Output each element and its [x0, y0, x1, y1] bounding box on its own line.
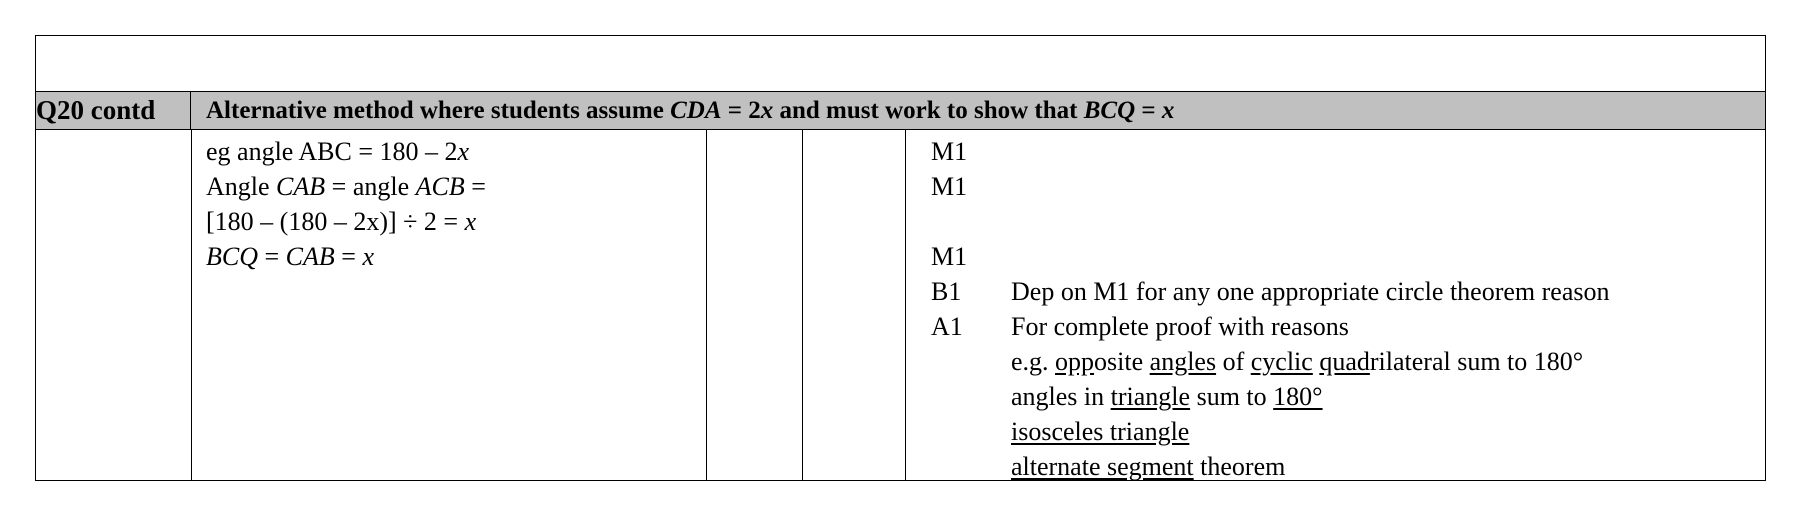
- method-title-part: = 2: [721, 97, 761, 124]
- working-part: x: [464, 207, 477, 236]
- working-part: ACB: [415, 172, 465, 201]
- method-title: [206, 92, 1174, 129]
- working-line: [206, 134, 486, 169]
- guidance-column: [1011, 134, 1609, 484]
- working-part: CAB: [285, 242, 335, 271]
- guidance-line: [1011, 379, 1609, 414]
- guidance-part: rilateral sum to 180°: [1369, 347, 1584, 376]
- method-title-part: and must work to show that: [773, 97, 1084, 124]
- mark-code: B1: [931, 277, 962, 306]
- working-column: [206, 134, 486, 274]
- guidance-line: [1011, 134, 1609, 169]
- column-divider-1: [191, 130, 192, 480]
- working-line: [206, 239, 486, 274]
- column-divider-3: [802, 130, 803, 480]
- method-title-part: x: [1161, 97, 1175, 124]
- working-part: =: [464, 172, 486, 201]
- guidance-part: quad: [1319, 347, 1370, 376]
- guidance-line: [1011, 169, 1609, 204]
- working-part: = angle: [325, 172, 416, 201]
- mark-code: M1: [931, 172, 968, 201]
- empty-top-row: [36, 36, 1765, 92]
- guidance-part: cyclic: [1250, 347, 1313, 376]
- guidance-part: isosceles triangle: [1011, 417, 1190, 446]
- method-title-part: CDA: [670, 97, 722, 124]
- column-divider-2: [706, 130, 707, 480]
- guidance-part: opp: [1055, 347, 1095, 376]
- working-part: Angle: [206, 172, 277, 201]
- working-part: [180 – (180 – 2x)] ÷ 2 =: [206, 207, 465, 236]
- working-line: [206, 169, 486, 204]
- guidance-line: [1011, 204, 1609, 239]
- mark-scheme-table: [35, 35, 1766, 481]
- guidance-line: [1011, 414, 1609, 449]
- working-part: x: [457, 137, 470, 166]
- guidance-part: of: [1216, 347, 1251, 376]
- question-label: Q20 contd: [36, 92, 191, 129]
- working-part: x: [362, 242, 374, 271]
- guidance-part: 180°: [1273, 382, 1323, 411]
- guidance-part: osite: [1094, 347, 1150, 376]
- column-divider-4: [905, 130, 906, 480]
- working-part: eg angle ABC = 180 – 2: [206, 137, 458, 166]
- guidance-part: e.g.: [1011, 347, 1056, 376]
- working-part: =: [258, 242, 286, 271]
- guidance-line: [1011, 449, 1609, 484]
- mark-code: [931, 204, 991, 239]
- guidance-part: alternate segment: [1011, 452, 1194, 481]
- guidance-part: angles: [1149, 347, 1217, 376]
- guidance-part: sum to: [1190, 382, 1274, 411]
- method-title-part: Alternative method where students assume: [206, 97, 671, 124]
- guidance-line: [1011, 309, 1609, 344]
- working-line: [206, 204, 486, 239]
- working-part: CAB: [276, 172, 326, 201]
- method-title-part: =: [1135, 97, 1162, 124]
- guidance-part: For complete proof with reasons: [1011, 312, 1349, 341]
- guidance-line: [1011, 344, 1609, 379]
- guidance-line: [1011, 274, 1609, 309]
- marks-column: [931, 134, 991, 344]
- mark-code: M1: [931, 242, 968, 271]
- header-row: [36, 92, 1765, 130]
- guidance-part: Dep on M1 for any one appropriate circle theorem reason: [1011, 277, 1610, 306]
- guidance-part: triangle: [1110, 382, 1191, 411]
- mark-code: M1: [931, 137, 968, 166]
- method-title-part: BCQ: [1083, 97, 1136, 124]
- working-part: BCQ: [206, 242, 258, 271]
- method-title-part: x: [760, 97, 774, 124]
- guidance-line: [1011, 239, 1609, 274]
- guidance-part: theorem: [1193, 452, 1286, 481]
- guidance-part: angles in: [1011, 382, 1111, 411]
- working-part: =: [334, 242, 363, 271]
- mark-code: A1: [931, 312, 963, 341]
